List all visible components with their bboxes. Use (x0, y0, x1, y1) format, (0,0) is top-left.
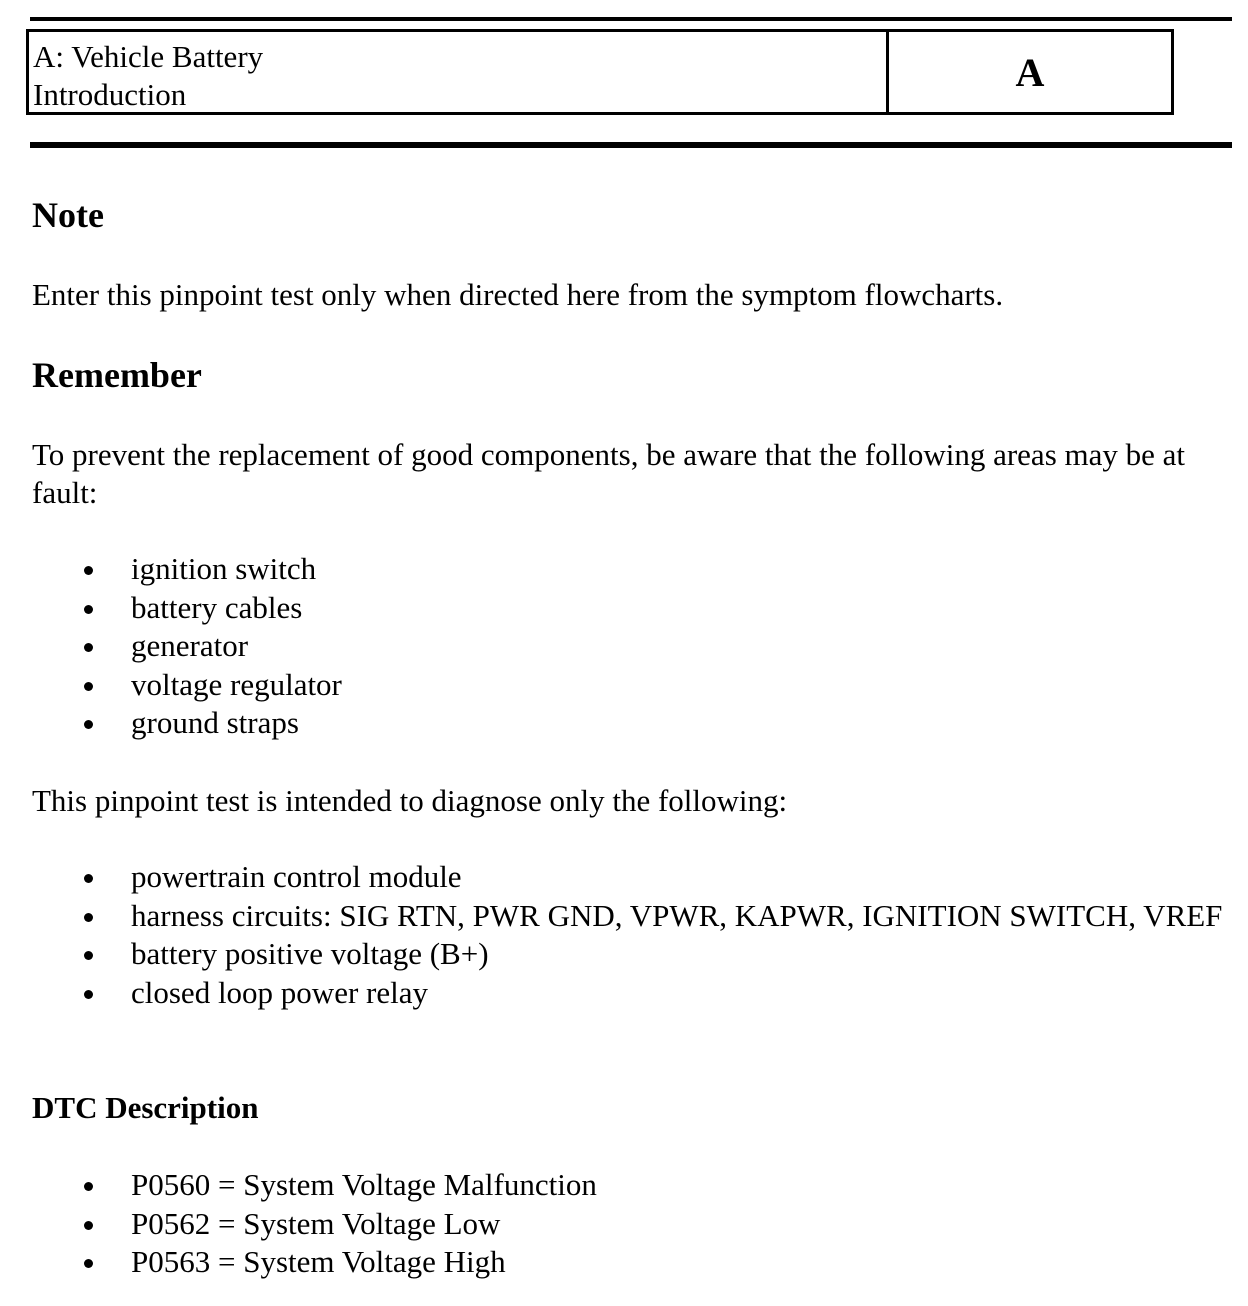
bullet-icon (84, 720, 93, 729)
header-title: A: Vehicle Battery (33, 39, 264, 74)
note-text: Enter this pinpoint test only when directed here from the symptom flowcharts. (32, 277, 1004, 312)
list-item: generator (32, 627, 1228, 666)
bottom-rule (30, 142, 1232, 148)
list-item: P0563 = System Voltage High (32, 1243, 1228, 1282)
bullet-icon (84, 682, 93, 691)
diagnose-list (32, 858, 1228, 1012)
list-item: harness circuits: SIG RTN, PWR GND, VPWR, KAPWR, IGNITION SWITCH, VREF (32, 897, 1228, 936)
header-subtitle: Introduction (33, 77, 187, 112)
remember-text: To prevent the replacement of good components, be aware that the following areas may be at fault: (32, 437, 1186, 510)
header-code: A (1015, 49, 1045, 95)
bullet-icon (84, 874, 93, 883)
bullet-icon (84, 1182, 93, 1191)
bullet-icon (84, 566, 93, 575)
header-code-cell (889, 32, 1171, 112)
list-item: closed loop power relay (32, 974, 1228, 1013)
list-item: P0562 = System Voltage Low (32, 1205, 1228, 1244)
remember-heading: Remember (32, 355, 202, 395)
bullet-icon (84, 990, 93, 999)
header-title-cell (29, 32, 889, 112)
list-item: voltage regulator (32, 666, 1228, 705)
bullet-icon (84, 1221, 93, 1230)
dtc-list (32, 1166, 1228, 1282)
diagnose-text: This pinpoint test is intended to diagnose only the following: (32, 783, 788, 818)
bullet-icon (84, 643, 93, 652)
note-heading: Note (32, 195, 104, 235)
list-item: battery positive voltage (B+) (32, 935, 1228, 974)
list-item: ground straps (32, 704, 1228, 743)
list-item: powertrain control module (32, 858, 1228, 897)
top-rule (30, 17, 1232, 21)
list-item: ignition switch (32, 550, 1228, 589)
list-item: P0560 = System Voltage Malfunction (32, 1166, 1228, 1205)
header-table (26, 29, 1174, 115)
bullet-icon (84, 605, 93, 614)
bullet-icon (84, 951, 93, 960)
fault-areas-list (32, 550, 1228, 743)
list-item: battery cables (32, 589, 1228, 628)
bullet-icon (84, 1259, 93, 1268)
dtc-heading: DTC Description (32, 1090, 259, 1125)
bullet-icon (84, 913, 93, 922)
